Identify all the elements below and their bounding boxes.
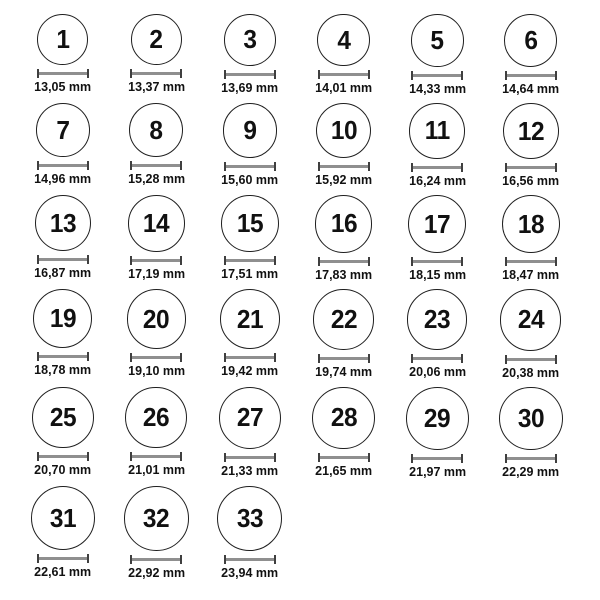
diameter-ruler-bar [507,358,555,361]
ring-size-cell [203,486,297,580]
diameter-label: 17,83 mm [315,266,373,282]
diameter-label: 21,33 mm [221,462,279,478]
ring-size-row [16,486,600,580]
diameter-ruler-bar [413,260,461,263]
ring-size-number: 1 [56,24,70,54]
diameter-label: 22,61 mm [34,564,92,580]
diameter-ruler-bar [132,455,180,458]
ring-size-number: 32 [143,502,170,533]
ring-size-cell [484,14,578,96]
diameter-label: 21,65 mm [315,463,373,479]
diameter-label: 14,33 mm [408,80,466,96]
ring-size-number: 9 [243,114,257,145]
ring-circle [406,387,469,450]
diameter-ruler-icon [130,555,182,564]
ring-size-number: 19 [49,303,76,334]
ring-size-number: 13 [49,207,76,238]
ring-size-cell [110,289,204,377]
ring-size-number: 31 [49,502,76,533]
diameter-ruler-bar [132,72,180,75]
ring-size-number: 5 [430,24,444,55]
diameter-label: 15,92 mm [315,172,373,188]
ring-size-number: 16 [330,208,357,239]
ring-size-number: 7 [56,114,70,145]
ring-size-number: 8 [149,114,163,145]
diameter-ruler-icon [37,161,89,170]
diameter-ruler-icon [411,257,463,266]
ring-circle [316,103,371,158]
diameter-ruler-icon [130,256,182,265]
diameter-label: 20,38 mm [502,364,560,380]
diameter-ruler-icon [224,162,276,171]
diameter-ruler-bar [39,164,87,167]
diameter-label: 23,94 mm [221,565,279,581]
diameter-label: 22,29 mm [502,464,560,480]
diameter-ruler-icon [130,69,182,78]
ring-size-number: 29 [424,402,451,433]
ring-circle [31,486,95,550]
ring-size-cell [110,103,204,186]
diameter-label: 18,15 mm [408,267,466,282]
diameter-ruler-icon [130,452,182,461]
diameter-label: 19,10 mm [127,362,185,378]
diameter-ruler-icon [224,555,276,564]
diameter-ruler-icon [37,452,89,461]
diameter-ruler-icon [37,554,89,563]
ring-circle [411,14,464,67]
ring-size-cell [484,195,578,282]
diameter-ruler-bar [226,259,274,262]
ring-circle [36,103,90,157]
ring-size-cell [484,387,578,480]
diameter-ruler-bar [413,357,461,360]
ring-size-number: 6 [524,25,538,56]
ring-size-row [16,289,600,379]
diameter-label: 14,64 mm [502,81,560,97]
diameter-ruler-icon [318,162,370,171]
diameter-ruler-bar [413,166,461,169]
diameter-label: 14,96 mm [34,170,92,186]
diameter-ruler-icon [505,257,557,266]
ring-size-cell [16,289,110,377]
ring-circle [129,103,183,157]
diameter-ruler-bar [39,455,87,458]
diameter-ruler-bar [320,73,368,76]
diameter-ruler-bar [507,457,555,460]
diameter-ruler-icon [224,353,276,362]
ring-size-number: 21 [236,303,264,334]
diameter-ruler-icon [505,454,557,463]
ring-size-row [16,387,600,480]
diameter-label: 18,47 mm [502,267,560,283]
diameter-ruler-icon [411,163,463,172]
ring-size-number: 30 [517,402,544,433]
diameter-ruler-icon [411,354,463,363]
ring-size-number: 24 [517,304,544,335]
ring-circle [312,387,375,450]
diameter-ruler-bar [39,557,87,560]
ring-size-cell [203,289,297,378]
ring-size-number: 22 [330,304,357,335]
ring-size-cell [203,195,297,281]
ring-circle [221,195,278,252]
diameter-label: 16,56 mm [502,173,560,188]
ring-size-cell [297,289,391,378]
diameter-ruler-icon [224,256,276,265]
ring-circle [220,289,280,349]
ring-circle [503,103,559,159]
ring-circle [131,14,182,65]
ring-size-row [16,195,600,282]
ring-size-cell [484,289,578,379]
ring-size-cell [110,195,204,281]
diameter-ruler-bar [320,165,368,168]
ring-size-row [16,103,600,188]
diameter-label: 15,60 mm [221,171,279,187]
ring-size-number: 28 [330,402,357,433]
diameter-label: 16,87 mm [34,265,92,281]
ring-circle [408,195,466,253]
ring-size-cell [203,387,297,478]
diameter-label: 17,19 mm [127,265,185,281]
ring-size-cell [390,103,484,187]
ring-size-cell [297,14,391,95]
ring-size-cell [16,195,110,280]
ring-size-cell [203,14,297,95]
diameter-ruler-bar [507,166,555,169]
ring-size-number: 14 [143,207,170,238]
ring-circle [409,103,464,158]
diameter-ruler-bar [39,258,87,261]
ring-size-number: 2 [149,24,163,55]
ring-circle [315,195,373,253]
diameter-ruler-bar [132,164,180,167]
diameter-ruler-icon [411,454,463,463]
ring-size-cell [390,387,484,479]
diameter-ruler-bar [507,260,555,263]
diameter-ruler-bar [226,165,274,168]
diameter-ruler-icon [505,355,557,364]
diameter-ruler-bar [39,72,87,75]
diameter-ruler-icon [411,71,463,80]
ring-size-row [16,14,600,96]
diameter-ruler-bar [132,259,180,262]
diameter-ruler-icon [130,353,182,362]
diameter-ruler-bar [132,558,180,561]
ring-circle [32,387,94,449]
ring-circle [125,387,187,449]
ring-size-cell [484,103,578,188]
diameter-ruler-bar [39,355,87,358]
ring-size-number: 11 [424,115,450,146]
ring-circle [224,14,276,66]
ring-size-cell [297,387,391,479]
diameter-ruler-icon [505,163,557,172]
ring-size-cell [110,387,204,478]
ring-size-number: 27 [236,402,264,433]
diameter-ruler-bar [226,558,274,561]
diameter-label: 19,42 mm [221,363,279,379]
ring-circle [313,289,373,349]
ring-size-cell [16,14,110,94]
diameter-label: 14,01 mm [315,80,373,96]
ring-size-number: 17 [424,208,451,239]
diameter-ruler-bar [320,456,368,459]
diameter-label: 13,05 mm [34,79,92,94]
ring-circle [37,14,88,65]
ring-circle [499,387,563,451]
ring-size-cell [297,195,391,282]
diameter-label: 20,06 mm [408,364,466,380]
ring-circle [217,486,282,551]
ring-size-cell [297,103,391,187]
ring-size-cell [390,195,484,282]
diameter-ruler-bar [413,74,461,77]
diameter-ruler-icon [224,70,276,79]
diameter-label: 15,28 mm [127,171,185,187]
ring-size-cell [16,103,110,186]
ring-size-number: 3 [243,24,257,55]
ring-circle [219,387,281,449]
diameter-label: 19,74 mm [315,363,373,379]
diameter-ruler-bar [413,457,461,460]
diameter-label: 22,92 mm [127,564,185,580]
ring-size-cell [16,486,110,579]
diameter-ruler-icon [318,70,370,79]
diameter-label: 21,01 mm [127,462,185,478]
ring-size-number: 4 [337,24,351,55]
ring-circle [35,195,91,251]
diameter-ruler-icon [37,255,89,264]
diameter-label: 16,24 mm [408,172,466,188]
diameter-ruler-icon [318,354,370,363]
diameter-ruler-bar [132,356,180,359]
diameter-ruler-bar [320,357,368,360]
ring-circle [33,289,92,348]
ring-circle [317,14,369,66]
diameter-ruler-icon [37,69,89,78]
ring-circle [223,103,278,158]
ring-size-cell [16,387,110,478]
ring-size-number: 15 [236,208,264,239]
ring-size-number: 18 [517,208,544,239]
diameter-label: 13,69 mm [221,79,279,95]
ring-circle [502,195,560,253]
ring-circle [500,289,561,350]
diameter-ruler-icon [37,352,89,361]
ring-circle [128,195,185,252]
ring-size-number: 25 [49,401,76,432]
ring-size-cell [390,14,484,96]
ring-size-number: 26 [143,401,170,432]
diameter-ruler-bar [320,260,368,263]
ring-size-cell [390,289,484,379]
diameter-label: 18,78 mm [34,362,92,378]
ring-size-number: 12 [517,115,544,146]
diameter-ruler-icon [318,257,370,266]
ring-circle [127,289,186,348]
diameter-ruler-bar [226,456,274,459]
ring-size-number: 20 [143,303,170,334]
ring-size-cell [110,14,204,94]
ring-size-cell [203,103,297,187]
ring-size-number: 33 [236,503,264,534]
diameter-ruler-icon [318,453,370,462]
ring-size-number: 10 [330,115,357,146]
diameter-label: 20,70 mm [34,462,92,477]
ring-circle [504,14,557,67]
diameter-ruler-icon [130,161,182,170]
diameter-label: 21,97 mm [408,463,466,479]
diameter-ruler-bar [226,73,274,76]
ring-size-number: 23 [424,304,451,335]
diameter-ruler-bar [507,74,555,77]
ring-size-cell [110,486,204,580]
ring-circle [124,486,189,551]
diameter-label: 17,51 mm [221,266,279,282]
diameter-ruler-icon [224,453,276,462]
diameter-ruler-icon [505,71,557,80]
ring-circle [407,289,468,350]
diameter-label: 13,37 mm [127,79,185,95]
diameter-ruler-bar [226,356,274,359]
